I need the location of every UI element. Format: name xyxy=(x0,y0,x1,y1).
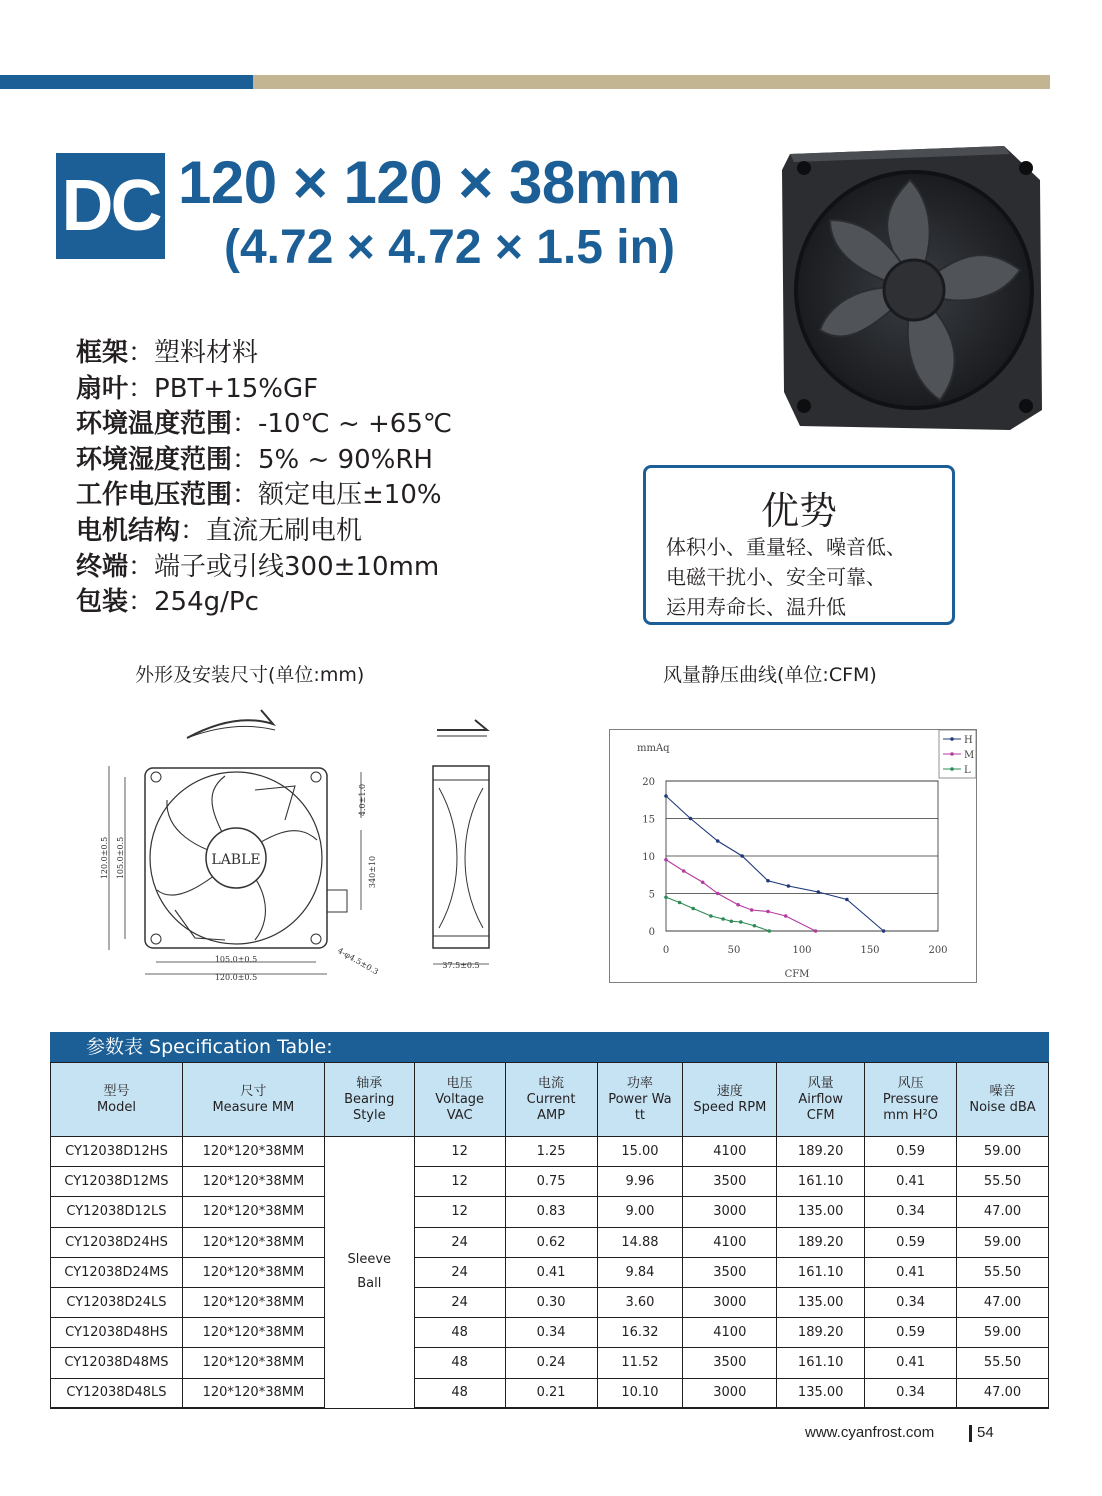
table-cell-power: 15.00 xyxy=(597,1137,683,1167)
table-header-cell: 速度 Speed RPM xyxy=(683,1063,777,1137)
table-cell-power: 3.60 xyxy=(597,1287,683,1317)
footer-separator xyxy=(969,1425,972,1442)
table-cell-current: 0.34 xyxy=(505,1318,597,1348)
property-row: 环境湿度范围：5% ~ 90%RH xyxy=(76,444,433,475)
table-header-cell: 噪音 Noise dBA xyxy=(957,1063,1049,1137)
top-bar-tan xyxy=(253,75,1050,89)
property-row: 扇叶：PBT+15%GF xyxy=(76,373,319,404)
table-cell-current: 0.83 xyxy=(505,1197,597,1227)
table-cell-current: 0.41 xyxy=(505,1257,597,1287)
spec-table-title: 参数表 Specification Table: xyxy=(50,1032,1049,1062)
table-cell-speed: 3500 xyxy=(683,1348,777,1378)
property-row: 工作电压范围：额定电压±10% xyxy=(76,480,442,511)
x-tick-label: 100 xyxy=(792,945,812,956)
legend-label: H xyxy=(964,735,973,746)
data-point-H xyxy=(689,817,693,821)
table-header-cell: 尺寸 Measure MM xyxy=(182,1063,324,1137)
y-tick-label: 20 xyxy=(642,777,655,788)
table-cell-power: 9.84 xyxy=(597,1257,683,1287)
legend-label: M xyxy=(964,750,975,761)
table-cell-pressure: 0.41 xyxy=(865,1167,957,1197)
dim-top: 4.0±1.0 xyxy=(358,783,367,817)
table-cell-voltage: 12 xyxy=(414,1167,505,1197)
table-cell-voltage: 24 xyxy=(414,1287,505,1317)
data-point-H xyxy=(787,884,791,888)
data-point-M xyxy=(682,869,686,873)
table-cell-pressure: 0.34 xyxy=(865,1378,957,1408)
table-cell-voltage: 48 xyxy=(414,1378,505,1408)
data-point-H xyxy=(817,890,821,894)
table-cell-measure: 120*120*38MM xyxy=(182,1227,324,1257)
table-cell-noise: 47.00 xyxy=(957,1378,1049,1408)
table-row xyxy=(51,1287,1049,1317)
data-point-H xyxy=(740,854,744,858)
chart-caption: 风量静压曲线(单位:CFM) xyxy=(663,664,877,686)
data-point-L xyxy=(709,914,713,918)
table-cell-noise: 55.50 xyxy=(957,1348,1049,1378)
table-cell-measure: 120*120*38MM xyxy=(182,1167,324,1197)
advantages-title: 优势 xyxy=(760,489,837,533)
table-cell-noise: 59.00 xyxy=(957,1227,1049,1257)
table-row xyxy=(51,1257,1049,1287)
table-cell-pressure: 0.59 xyxy=(865,1318,957,1348)
advantages-box xyxy=(643,465,955,625)
table-cell-airflow: 189.20 xyxy=(777,1137,865,1167)
table-cell-noise: 47.00 xyxy=(957,1287,1049,1317)
x-tick-label: 150 xyxy=(860,945,880,956)
data-point-M xyxy=(736,903,740,907)
data-point-L xyxy=(729,919,733,923)
property-row: 包装：254g/Pc xyxy=(76,587,259,618)
data-point-M xyxy=(664,858,668,862)
table-cell-current: 0.21 xyxy=(505,1378,597,1408)
property-row: 环境温度范围：-10℃ ~ +65℃ xyxy=(76,409,453,440)
y-tick-label: 5 xyxy=(648,889,655,901)
table-cell-pressure: 0.41 xyxy=(865,1348,957,1378)
y-tick-label: 10 xyxy=(642,852,655,863)
dim-lead: 340±10 xyxy=(368,855,377,889)
table-cell-speed: 3000 xyxy=(683,1378,777,1408)
data-point-L xyxy=(753,924,757,928)
table-cell-power: 14.88 xyxy=(597,1227,683,1257)
table-cell-measure: 120*120*38MM xyxy=(182,1287,324,1317)
table-cell-model: CY12038D24MS xyxy=(51,1257,183,1287)
table-cell-current: 0.62 xyxy=(505,1227,597,1257)
property-list xyxy=(76,336,452,621)
table-cell-voltage: 48 xyxy=(414,1318,505,1348)
data-point-L xyxy=(664,895,668,899)
table-row xyxy=(51,1348,1049,1378)
x-tick-label: 0 xyxy=(662,945,670,956)
table-cell-airflow: 189.20 xyxy=(777,1318,865,1348)
dim-height-outer: 120.0±0.5 xyxy=(100,836,109,880)
data-point-L xyxy=(721,917,725,921)
bearing-cell: Sleeve Ball xyxy=(324,1137,414,1409)
table-cell-speed: 4100 xyxy=(683,1137,777,1167)
table-cell-airflow: 135.00 xyxy=(777,1197,865,1227)
table-cell-noise: 59.00 xyxy=(957,1137,1049,1167)
dim-hole: 4-φ4.5±0.3 xyxy=(336,945,380,977)
top-bar-blue xyxy=(0,75,253,89)
table-cell-voltage: 24 xyxy=(414,1227,505,1257)
table-cell-measure: 120*120*38MM xyxy=(182,1348,324,1378)
table-cell-power: 10.10 xyxy=(597,1378,683,1408)
hub-label: LABLE xyxy=(211,852,261,868)
table-cell-current: 0.75 xyxy=(505,1167,597,1197)
table-cell-current: 0.30 xyxy=(505,1287,597,1317)
table-cell-speed: 3000 xyxy=(683,1197,777,1227)
property-row: 终端：端子或引线300±10mm xyxy=(76,551,440,582)
dc-badge: DC xyxy=(56,153,165,259)
table-cell-speed: 3000 xyxy=(683,1287,777,1317)
data-point-L xyxy=(768,929,772,933)
table-cell-speed: 4100 xyxy=(683,1318,777,1348)
table-header-cell: 轴承 Bearing Style xyxy=(324,1063,414,1137)
table-cell-voltage: 12 xyxy=(414,1197,505,1227)
legend-marker xyxy=(950,737,954,741)
dim-depth: 37.5±0.5 xyxy=(442,961,480,970)
advantages-text: 体积小、重量轻、噪音低、 电磁干扰小、安全可靠、 运用寿命长、温升低 xyxy=(666,535,906,619)
table-cell-model: CY12038D24LS xyxy=(51,1287,183,1317)
property-row: 电机结构：直流无刷电机 xyxy=(76,515,363,546)
table-cell-pressure: 0.59 xyxy=(865,1227,957,1257)
data-point-H xyxy=(882,929,886,933)
data-point-H xyxy=(766,879,770,883)
table-cell-current: 1.25 xyxy=(505,1137,597,1167)
y-tick-label: 15 xyxy=(642,814,655,826)
dim-height-inner: 105.0±0.5 xyxy=(116,836,125,880)
legend-marker xyxy=(950,767,954,771)
table-cell-measure: 120*120*38MM xyxy=(182,1197,324,1227)
data-point-L xyxy=(678,901,682,905)
table-cell-airflow: 161.10 xyxy=(777,1167,865,1197)
table-cell-voltage: 12 xyxy=(414,1137,505,1167)
table-cell-airflow: 135.00 xyxy=(777,1287,865,1317)
table-cell-model: CY12038D24HS xyxy=(51,1227,183,1257)
table-cell-model: CY12038D12HS xyxy=(51,1137,183,1167)
page-number: 54 xyxy=(977,1424,994,1441)
table-cell-noise: 47.00 xyxy=(957,1197,1049,1227)
table-cell-pressure: 0.34 xyxy=(865,1197,957,1227)
data-point-L xyxy=(691,907,695,911)
table-cell-speed: 3500 xyxy=(683,1167,777,1197)
table-header-cell: 电压 Voltage VAC xyxy=(414,1063,505,1137)
dimension-drawing xyxy=(95,700,525,990)
table-cell-pressure: 0.41 xyxy=(865,1257,957,1287)
legend-marker xyxy=(950,752,954,756)
table-cell-speed: 4100 xyxy=(683,1227,777,1257)
y-axis-label: mmAq xyxy=(637,743,670,754)
data-point-H xyxy=(716,839,720,843)
x-tick-label: 200 xyxy=(928,945,948,956)
table-cell-noise: 55.50 xyxy=(957,1257,1049,1287)
table-header-cell: 功率 Power Wa tt xyxy=(597,1063,683,1137)
data-point-M xyxy=(750,908,754,912)
dim-width-outer: 120.0±0.5 xyxy=(214,973,258,982)
table-cell-airflow: 161.10 xyxy=(777,1348,865,1378)
table-row xyxy=(51,1167,1049,1197)
table-cell-power: 11.52 xyxy=(597,1348,683,1378)
table-cell-model: CY12038D12LS xyxy=(51,1197,183,1227)
table-cell-speed: 3500 xyxy=(683,1257,777,1287)
airflow-arrow xyxy=(437,720,487,730)
table-header-cell: 电流 Current AMP xyxy=(505,1063,597,1137)
data-point-M xyxy=(716,892,720,896)
y-tick-label: 0 xyxy=(648,927,655,938)
fan-product-photo xyxy=(780,140,1044,432)
table-cell-voltage: 24 xyxy=(414,1257,505,1287)
table-cell-power: 9.00 xyxy=(597,1197,683,1227)
x-tick-label: 50 xyxy=(727,945,741,956)
data-point-H xyxy=(664,794,668,798)
table-cell-power: 16.32 xyxy=(597,1318,683,1348)
footer-url: www.cyanfrost.com xyxy=(805,1424,935,1441)
table-row xyxy=(51,1137,1049,1167)
data-point-M xyxy=(814,929,818,933)
table-cell-pressure: 0.34 xyxy=(865,1287,957,1317)
table-cell-model: CY12038D48LS xyxy=(51,1378,183,1408)
spec-table xyxy=(50,1062,1049,1409)
table-cell-power: 9.96 xyxy=(597,1167,683,1197)
table-cell-model: CY12038D48MS xyxy=(51,1348,183,1378)
table-row xyxy=(51,1227,1049,1257)
table-cell-airflow: 189.20 xyxy=(777,1227,865,1257)
data-point-M xyxy=(766,910,770,914)
x-axis-label: CFM xyxy=(784,969,810,980)
table-cell-airflow: 135.00 xyxy=(777,1378,865,1408)
data-point-M xyxy=(784,914,788,918)
table-cell-airflow: 161.10 xyxy=(777,1257,865,1287)
table-cell-pressure: 0.59 xyxy=(865,1137,957,1167)
table-header-cell: 型号 Model xyxy=(51,1063,183,1137)
table-cell-model: CY12038D12MS xyxy=(51,1167,183,1197)
table-row xyxy=(51,1378,1049,1408)
table-cell-measure: 120*120*38MM xyxy=(182,1137,324,1167)
data-point-H xyxy=(845,898,849,902)
table-cell-current: 0.24 xyxy=(505,1348,597,1378)
table-cell-voltage: 48 xyxy=(414,1348,505,1378)
table-cell-model: CY12038D48HS xyxy=(51,1318,183,1348)
page-title: 120 × 120 × 38mm xyxy=(178,149,681,216)
data-point-M xyxy=(701,880,705,884)
table-row xyxy=(51,1197,1049,1227)
legend-label: L xyxy=(964,765,971,776)
table-cell-noise: 59.00 xyxy=(957,1318,1049,1348)
page-subtitle: (4.72 × 4.72 × 1.5 in) xyxy=(224,221,675,274)
table-cell-noise: 55.50 xyxy=(957,1167,1049,1197)
table-row xyxy=(51,1318,1049,1348)
data-point-L xyxy=(739,920,743,924)
table-cell-measure: 120*120*38MM xyxy=(182,1257,324,1287)
table-header-cell: 风量 Airflow CFM xyxy=(777,1063,865,1137)
drawing-caption: 外形及安装尺寸(单位:mm) xyxy=(135,664,365,686)
table-header-cell: 风压 Pressure mm H²O xyxy=(865,1063,957,1137)
table-cell-measure: 120*120*38MM xyxy=(182,1318,324,1348)
table-cell-measure: 120*120*38MM xyxy=(182,1378,324,1408)
airflow-pressure-chart xyxy=(609,729,977,983)
property-row: 框架：塑料材料 xyxy=(76,338,259,368)
dim-width-inner: 105.0±0.5 xyxy=(214,955,258,964)
table-header-row xyxy=(51,1063,1049,1137)
